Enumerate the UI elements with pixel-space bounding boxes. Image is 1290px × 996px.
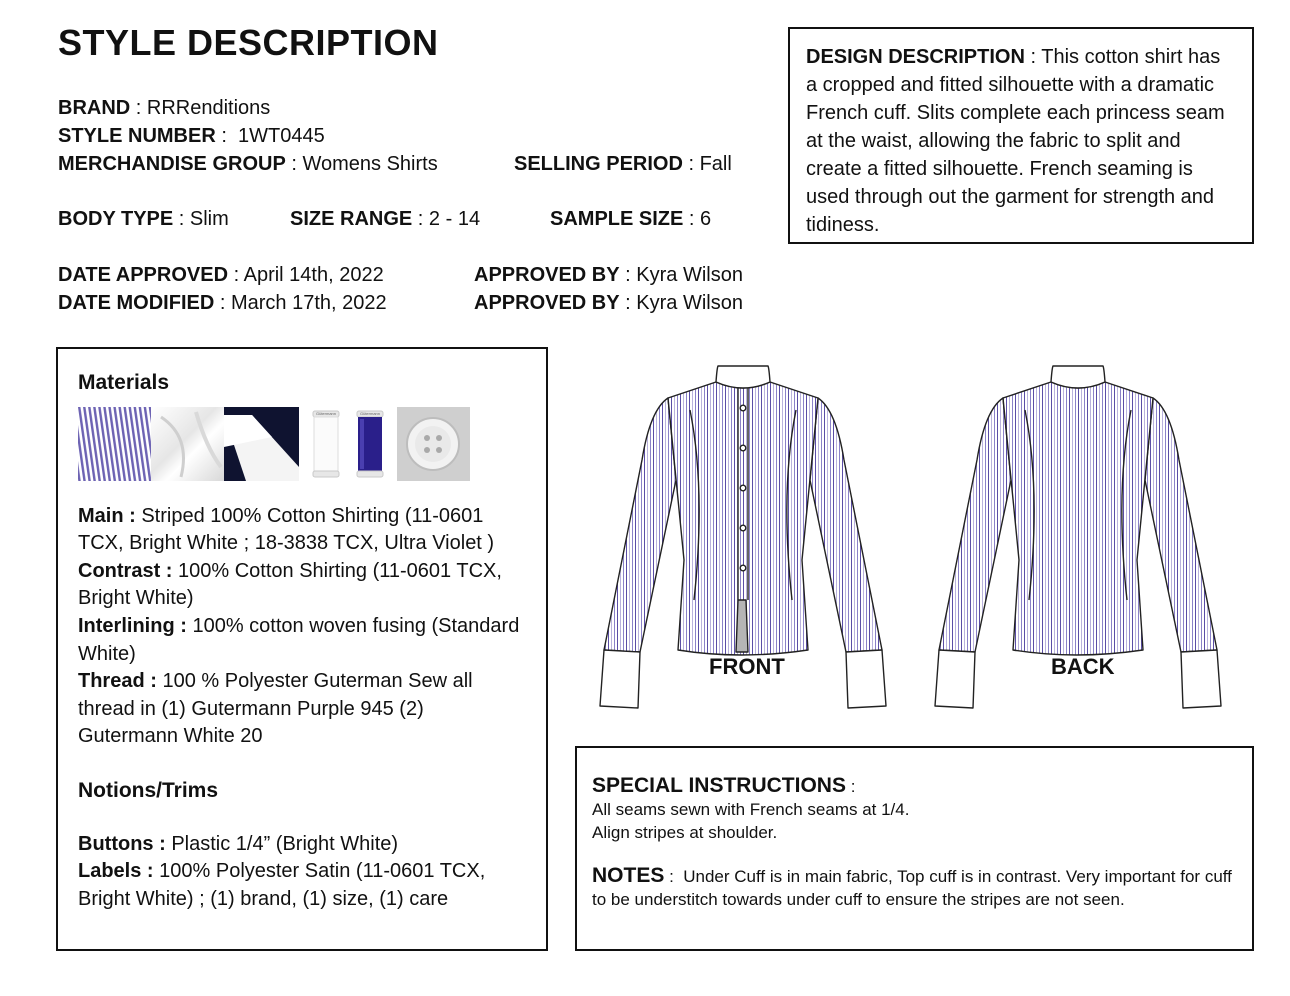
style-number-line: STYLE NUMBER : 1WT0445: [58, 125, 325, 147]
date-approved-value: April 14th, 2022: [243, 264, 384, 286]
notions-title: Notions/Trims: [78, 778, 219, 802]
design-description-label: DESIGN DESCRIPTION: [806, 46, 1025, 68]
date-approved-label: DATE APPROVED: [58, 264, 229, 286]
design-description-text: This cotton shirt has a cropped and fitted silhouette with a dramatic French cuff. Slits complete each princess seam at the waist, allowing the fabric to split and create a fitted silhouette. French seaming is used through out the garment for strength and tidiness.: [806, 46, 1225, 236]
body-type-line: BODY TYPE : Slim: [58, 208, 229, 230]
main-text: Striped 100% Cotton Shirting (11-0601 TCX, Bright White ; 18-3838 TCX, Ultra Violet ): [78, 504, 495, 555]
date-approved-line: DATE APPROVED : April 14th, 2022: [58, 264, 384, 286]
merch-group-value: Womens Shirts: [302, 153, 438, 175]
labels-text: 100% Polyester Satin (11-0601 TCX, Bright White) ; (1) brand, (1) size, (1) care: [78, 860, 486, 910]
contrast-fabric-swatch: [224, 407, 299, 481]
materials-title: Materials: [78, 371, 170, 394]
buttons-label: Buttons :: [78, 832, 166, 855]
approved-by-label: APPROVED BY: [474, 264, 620, 286]
selling-period-label: SELLING PERIOD: [514, 153, 683, 175]
materials-box: [56, 347, 548, 951]
special-instructions-label: SPECIAL INSTRUCTIONS: [592, 774, 846, 797]
garment-sketch: [590, 360, 1250, 720]
contrast-label: Contrast :: [78, 559, 173, 582]
sample-size-value: 6: [700, 208, 712, 230]
body-type-value: Slim: [189, 208, 229, 230]
design-description-box: DESIGN DESCRIPTION : This cotton shirt has a cropped and fitted silhouette with a dramatic French cuff. Slits complete each princess seam at the waist, allowing the fabric to split and create a fitted silhouette. French seaming is used through out the garment for strength and tidiness.: [788, 27, 1254, 244]
contrast-text: 100% Cotton Shirting (11-0601 TCX, Bright White): [78, 559, 502, 610]
notes-label: NOTES: [592, 864, 665, 887]
front-label: FRONT: [709, 654, 785, 679]
approved-by-value: Kyra Wilson: [636, 264, 743, 286]
page-title: STYLE DESCRIPTION: [58, 22, 439, 63]
size-range-label: SIZE RANGE: [290, 208, 413, 230]
selling-period-line: SELLING PERIOD : Fall: [514, 153, 732, 175]
spool-brand-text: Gütermann: [315, 410, 337, 416]
contrast-material: [78, 558, 526, 613]
size-range-value: 2 - 14: [428, 208, 481, 230]
sample-size-label: SAMPLE SIZE: [550, 208, 684, 230]
spool-brand-text: Gütermann: [359, 410, 381, 416]
thread-label: Thread :: [78, 670, 157, 693]
thread-text: 100 % Polyester Guterman Sew all thread in (1) Gutermann Purple 945 (2) Gutermann White 20: [78, 670, 473, 748]
selling-period-value: Fall: [699, 153, 732, 175]
main-material: [78, 503, 526, 558]
brand-line: BRAND : RRRenditions: [58, 97, 271, 119]
striped-fabric-swatch: [78, 407, 151, 481]
style-number-label: STYLE NUMBER: [58, 125, 216, 147]
material-swatches: [78, 407, 526, 481]
approved-by-value: Kyra Wilson: [636, 292, 743, 314]
special-instruction-line: All seams sewn with French seams at 1/4.: [592, 800, 910, 819]
notes-text: Under Cuff is in main fabric, Top cuff is in contrast. Very important for cuff to be understitch towards under cuff to ensure the stripes are not seen.: [592, 867, 1232, 909]
brand-value: RRRenditions: [146, 97, 271, 119]
buttons-text: Plastic 1/4” (Bright White): [171, 832, 399, 855]
interlining-text: 100% cotton woven fusing (Standard White): [78, 614, 520, 665]
back-label: BACK: [1051, 654, 1115, 679]
purple-thread-spool: [351, 407, 389, 481]
sample-size-line: SAMPLE SIZE : 6: [550, 208, 712, 230]
labels-label: Labels :: [78, 860, 154, 883]
notes: NOTES : Under Cuff is in main fabric, Top cuff is in contrast. Very important for cuff to be understitch towards under cuff to ensure the stripes are not seen.: [592, 864, 1232, 909]
special-instruction-line: Align stripes at shoulder.: [592, 823, 778, 842]
interlining-label: Interlining :: [78, 614, 187, 637]
merch-group-label: MERCHANDISE GROUP: [58, 153, 286, 175]
buttons-trim: [78, 831, 526, 859]
date-modified-line: DATE MODIFIED : March 17th, 2022: [58, 292, 387, 314]
approved-by-line-1: APPROVED BY : Kyra Wilson: [474, 264, 743, 286]
thread-material: [78, 668, 526, 751]
style-number-value: 1WT0445: [238, 125, 325, 147]
white-silk-swatch: [151, 407, 224, 481]
special-instructions-box: SPECIAL INSTRUCTIONS : All seams sewn with French seams at 1/4. Align stripes at shoulder. NOTES : Under Cuff is in main fabric, Top cuff is in contrast. Very important for cuff to be understitch towards under cuff to ensure the stripes are not seen.: [575, 746, 1254, 951]
white-thread-spool: [307, 407, 345, 481]
interlining-material: [78, 613, 526, 668]
brand-label: BRAND: [58, 97, 131, 119]
white-button-swatch: [397, 407, 470, 481]
approved-by-line-2: APPROVED BY : Kyra Wilson: [474, 292, 743, 314]
body-type-label: BODY TYPE: [58, 208, 174, 230]
merch-group-line: MERCHANDISE GROUP : Womens Shirts: [58, 153, 438, 175]
labels-trim: [78, 858, 526, 913]
size-range-line: SIZE RANGE : 2 - 14: [290, 208, 481, 230]
approved-by-label: APPROVED BY: [474, 292, 620, 314]
date-modified-value: March 17th, 2022: [230, 292, 387, 314]
date-modified-label: DATE MODIFIED: [58, 292, 215, 314]
main-label: Main :: [78, 504, 136, 527]
